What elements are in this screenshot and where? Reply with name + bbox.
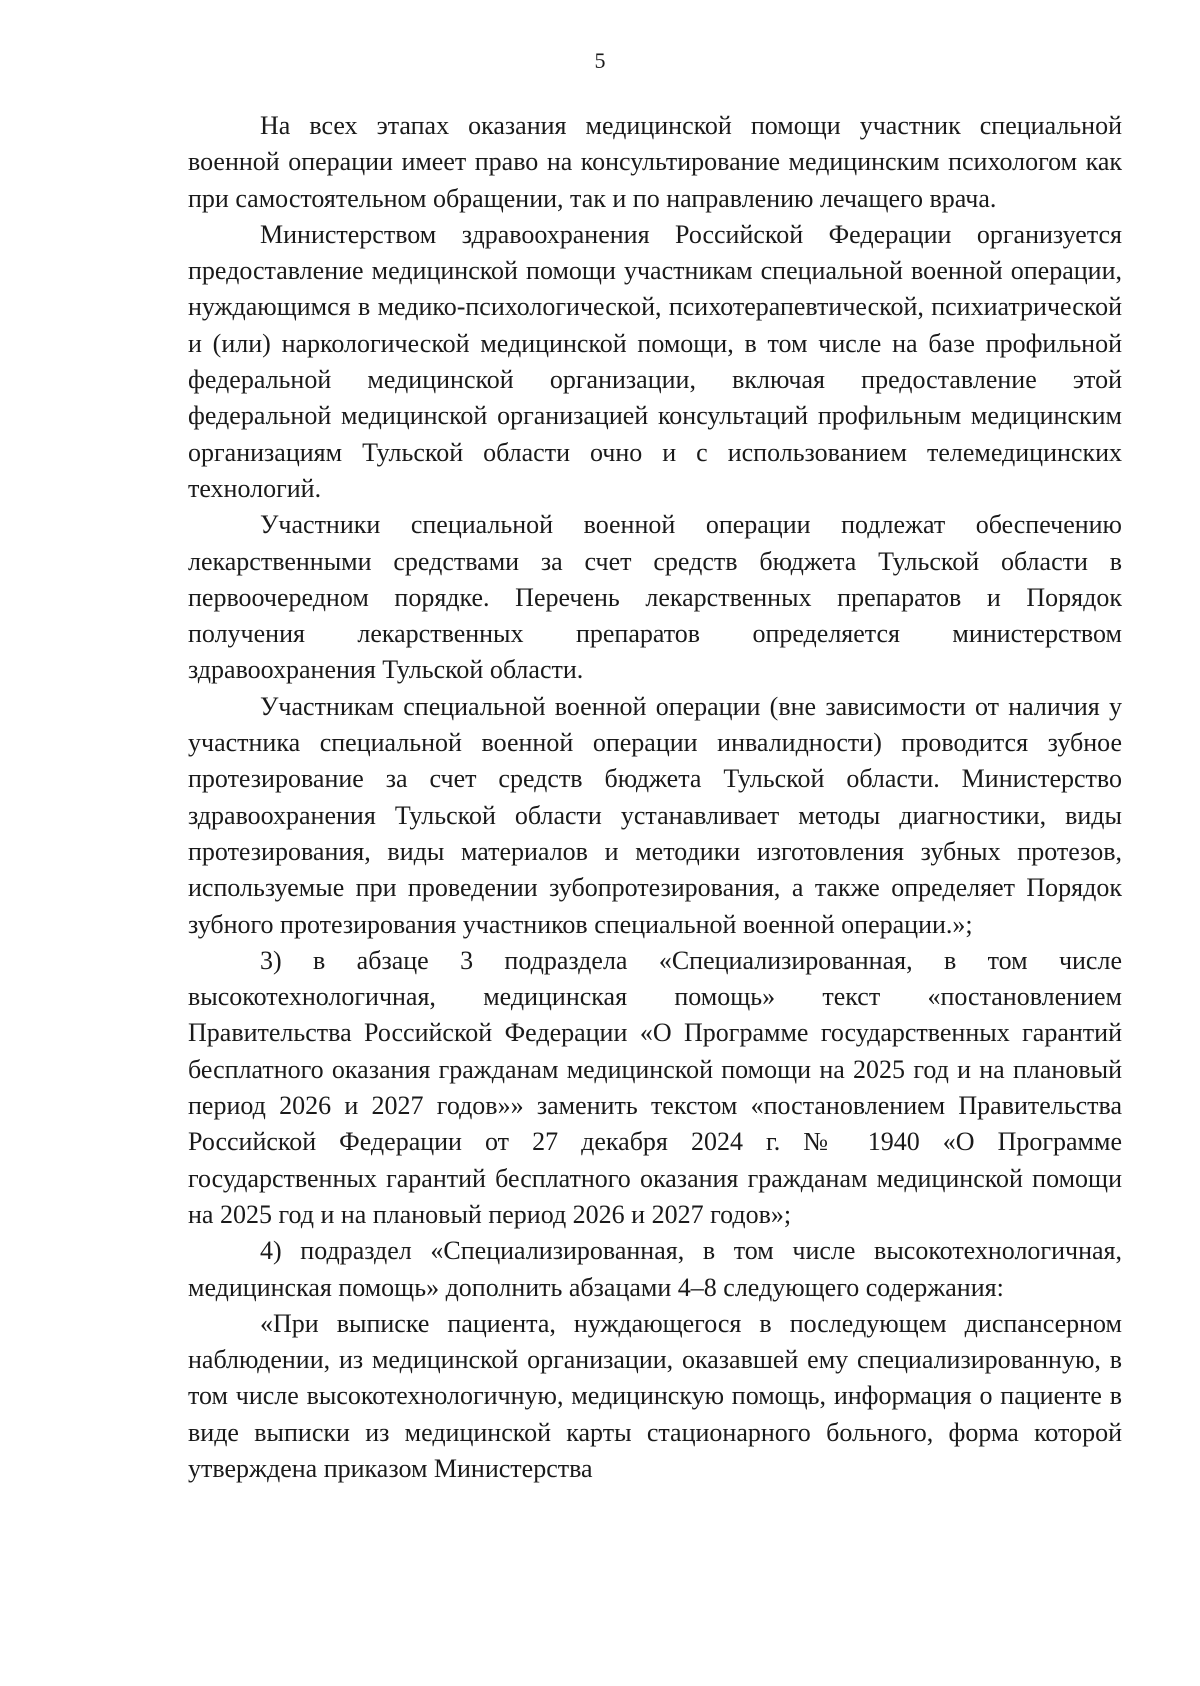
paragraph-item-3-amendment: 3) в абзаце 3 подраздела «Специализированная, в том числе высокотехнологичная, медицинская помощь» текст «постановлением Правительства Российской Федерации «О Программе государственных гарантий бесплатного оказания гражданам медицинской помощи на 2025 год и на плановый период 2026 и 2027 годов»» заменить текстом «постановлением Правительства Российской Федерации от 27 декабря 2024 г. № 1940 «О Программе государственных гарантий бесплатного оказания гражданам медицинской помощи на 2025 год и на плановый период 2026 и 2027 годов»; — [188, 945, 1122, 1229]
paragraph-ministry-psychological-care: Министерством здравоохранения Российской Федерации организуется предоставление медицинской помощи участникам специальной военной операции, нуждающимся в медико-психологической, психотерапевтической, психиатрической и (или) наркологической медицинской помощи, в том числе на базе профильной федеральной медицинской организации, включая предоставление этой федеральной медицинской организацией консультаций профильным медицинским организациям Тульской области очно и с использованием телемедицинских технологий. — [188, 219, 1122, 503]
paragraph-item-4-amendment: 4) подраздел «Специализированная, в том числе высокотехнологичная, медицинская помощь» дополнить абзацами 4–8 следующего содержания: — [188, 1236, 1122, 1302]
paragraph-discharge-information: «При выписке пациента, нуждающегося в последующем диспансерном наблюдении, из медицинской организации, оказавшей ему специализированную, в том числе высокотехнологичную, медицинскую помощь, информация о пациенте в виде выписки из медицинской карты стационарного больного, форма которой утверждена приказом Министерства — [188, 1308, 1122, 1483]
paragraph-medicines-provision: Участники специальной военной операции подлежат обеспечению лекарственными средствами за счет средств бюджета Тульской области в первоочередном порядке. Перечень лекарственных препаратов и Порядок получения лекарственных препаратов определяется министерством здравоохранения Тульской области. — [188, 510, 1122, 685]
document-body — [188, 108, 1122, 1487]
page-number: 5 — [594, 48, 606, 73]
paragraph-psychologist-consultation: На всех этапах оказания медицинской помощи участник специальной военной операции имеет право на консультирование медицинским психологом как при самостоятельном обращении, так и по направлению лечащего врача. — [188, 111, 1122, 213]
paragraph-dental-prosthetics: Участникам специальной военной операции (вне зависимости от наличия у участника специальной военной операции инвалидности) проводится зубное протезирование за счет средств бюджета Тульской области. Министерство здравоохранения Тульской области устанавливает методы диагностики, виды протезирования, виды материалов и методики изготовления зубных протезов, используемые при проведении зубопротезирования, а также определяет Порядок зубного протезирования участников специальной военной операции.»; — [188, 691, 1122, 939]
